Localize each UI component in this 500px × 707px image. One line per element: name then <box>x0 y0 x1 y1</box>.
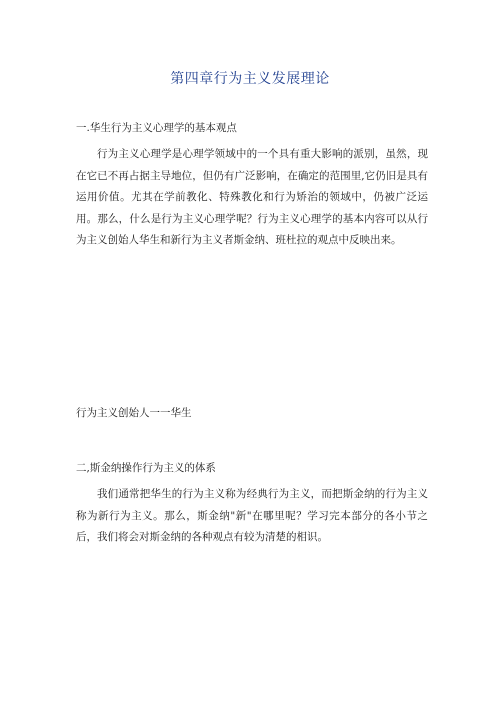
section-heading-watson: 一.华生行为主义心理学的基本观点 <box>76 122 237 134</box>
chapter-title: 第四章行为主义发展理论 <box>170 71 330 87</box>
section-paragraph-watson: 行为主义心理学是心理学领域中的一个具有重大影响的派别，虽然，现在它已不再占据主导地位，但仍有广泛影响，在确定的范围里,它仍旧是具有运用价值。尤其在学前教化、特殊教化和行为矫治的领域中，仍被广泛运用。那么，什么是行为主义心理学呢？行为主义心理学的基本内容可以从行为主义创始人华生和新行为主义者斯金纳、班杜拉的观点中反映出来。 <box>76 148 428 246</box>
subheading-watson-founder: 行为主义创始人一一华生 <box>76 407 192 419</box>
section-paragraph-skinner: 我们通常把华生的行为主义称为经典行为主义，而把斯金纳的行为主义称为新行为主义。那么，斯金纳"新"在哪里呢？学习完本部分的各小节之后，我们将会对斯金纳的各种观点有较为清楚的相识。 <box>76 488 428 543</box>
section-heading-skinner: 二,斯金纳操作行为主义的体系 <box>76 462 216 474</box>
